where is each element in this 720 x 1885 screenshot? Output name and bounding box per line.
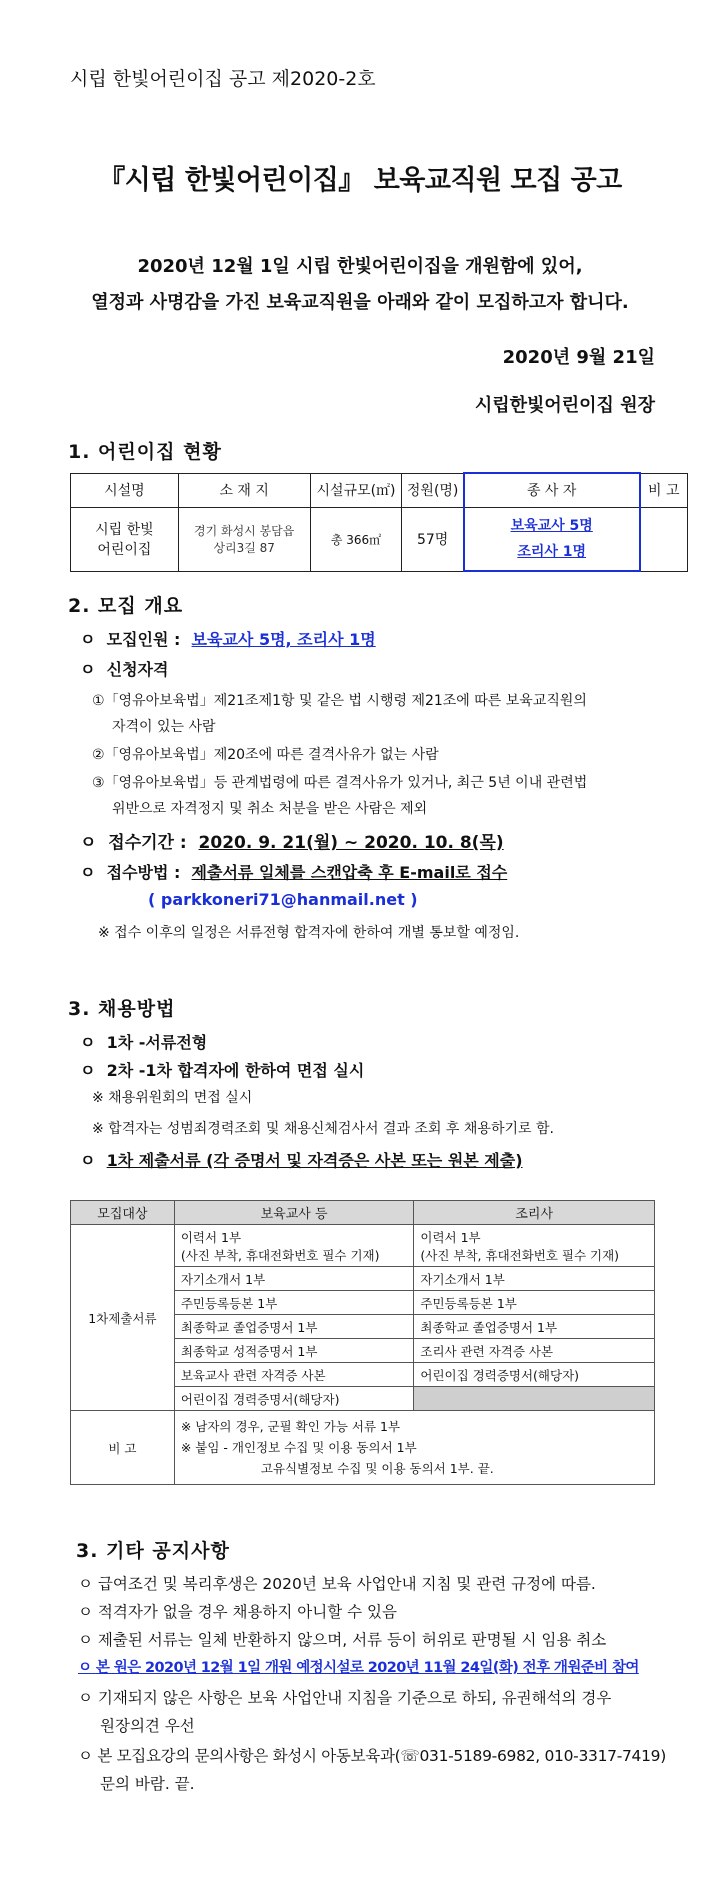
circle-bullet-icon: ㅇ xyxy=(80,863,96,882)
recruit-label: 모집인원 : xyxy=(106,630,181,649)
staff-cook: 조리사 1명 xyxy=(517,543,587,560)
col-capacity: 정원(명) xyxy=(402,473,464,507)
address-2: 상리3길 87 xyxy=(213,541,275,555)
docs-row-label: 1차제출서류 xyxy=(71,1225,175,1411)
circle-bullet-icon: ㅇ xyxy=(80,660,96,679)
teacher-doc-3: 주민등록등본 1부 xyxy=(174,1291,414,1315)
method-row xyxy=(80,860,507,883)
qual-label: 신청자격 xyxy=(106,660,169,679)
qual-2-text: 「영유아보육법」제20조에 따른 결격사유가 없는 사람 xyxy=(104,747,439,763)
section2-heading: 2. 모집 개요 xyxy=(68,595,184,617)
qual-row xyxy=(80,657,168,680)
docs-heading-row xyxy=(80,1148,523,1171)
cook-doc-1-line1: 이력서 1부 xyxy=(420,1229,481,1245)
section4-heading: 3. 기타 공지사항 xyxy=(76,1540,230,1562)
qual-3a xyxy=(92,772,587,792)
circle-bullet-icon: ㅇ xyxy=(80,1061,96,1080)
circle-bullet-icon: ㅇ xyxy=(80,833,97,853)
circle-bullet-icon: ㅇ xyxy=(80,630,96,649)
circle-bullet-icon: ㅇ xyxy=(80,1151,96,1170)
facility-name-1: 시립 한빛 xyxy=(95,522,154,538)
method-value: 제출서류 일체를 스캔압축 후 E-mail로 접수 xyxy=(191,863,508,882)
teacher-doc-2: 자기소개서 1부 xyxy=(174,1267,414,1291)
remark-3: 고유식별정보 수집 및 이용 동의서 1부. 끝. xyxy=(260,1461,494,1476)
cook-doc-2: 자기소개서 1부 xyxy=(414,1267,655,1291)
capacity-cell: 57명 xyxy=(402,507,464,571)
notice-date: 2020년 9월 21일 xyxy=(502,347,655,368)
recruit-value: 보육교사 5명, 조리사 1명 xyxy=(191,630,376,649)
facility-table xyxy=(70,472,688,572)
notice-number: 시립 한빛어린이집 공고 제2020-2호 xyxy=(70,68,376,90)
notice-item-3-text: 제출된 서류는 일체 반환하지 않으며, 서류 등이 허위로 판명될 시 임용 취소 xyxy=(97,1631,607,1649)
area-cell: 총 366㎡ xyxy=(310,507,402,571)
notice-item-6a-text: 본 모집요강의 문의사항은 화성시 아동보육과(☏031-5189-6982, 010-3317-7419) xyxy=(97,1747,666,1765)
step2-text: 2차 -1차 합격자에 한하여 면접 실시 xyxy=(106,1061,365,1080)
teacher-doc-4: 최종학교 졸업증명서 1부 xyxy=(174,1315,414,1339)
col-facility-name: 시설명 xyxy=(71,473,179,507)
notice-item-5b: 원장의견 우선 xyxy=(100,1717,195,1735)
section3-heading: 3. 채용방법 xyxy=(68,998,176,1020)
recruit-row xyxy=(80,627,376,650)
notice-item-5a xyxy=(78,1686,611,1708)
remark-cell xyxy=(174,1411,654,1485)
docs-heading: 1차 제출서류 (각 증명서 및 자격증은 사본 또는 원본 제출) xyxy=(106,1151,523,1170)
teacher-doc-1-line2: (사진 부착, 휴대전화번호 필수 기재) xyxy=(180,1247,380,1263)
notice-item-2-text: 적격자가 없을 경우 채용하지 아니할 수 있음 xyxy=(97,1603,397,1621)
staff-teacher: 보육교사 5명 xyxy=(510,517,593,534)
circled-3-icon: ③ xyxy=(92,775,105,791)
teacher-doc-7: 어린이집 경력증명서(해당자) xyxy=(174,1387,414,1411)
teacher-doc-6: 보육교사 관련 자격증 사본 xyxy=(174,1363,414,1387)
staff-cell xyxy=(464,507,640,571)
period-value: 2020. 9. 21(월) ~ 2020. 10. 8(목) xyxy=(198,833,504,853)
notice-item-6a xyxy=(78,1744,666,1766)
cook-doc-5: 조리사 관련 자격증 사본 xyxy=(414,1339,655,1363)
col-cook: 조리사 xyxy=(414,1201,655,1225)
facility-name-cell xyxy=(71,507,179,571)
step2-row xyxy=(80,1058,364,1081)
circle-bullet-icon: ㅇ xyxy=(78,1631,93,1649)
documents-table xyxy=(70,1200,655,1485)
qual-1b: 자격이 있는 사람 xyxy=(112,719,216,735)
circle-bullet-icon: ㅇ xyxy=(78,1575,93,1593)
col-target: 모집대상 xyxy=(71,1201,175,1225)
notice-item-1 xyxy=(78,1572,596,1594)
cook-doc-3: 주민등록등본 1부 xyxy=(414,1291,655,1315)
qual-3b: 위반으로 자격정지 및 취소 처분을 받은 사람은 제외 xyxy=(112,801,428,817)
col-note: 비 고 xyxy=(640,473,688,507)
section1-heading: 1. 어린이집 현황 xyxy=(68,441,222,463)
notice-item-6b: 문의 바람. 끝. xyxy=(100,1775,195,1793)
teacher-doc-5: 최종학교 성적증명서 1부 xyxy=(174,1339,414,1363)
step1-row xyxy=(80,1030,207,1053)
cook-doc-4: 최종학교 졸업증명서 1부 xyxy=(414,1315,655,1339)
cook-doc-empty xyxy=(414,1387,655,1411)
notice-item-4-text: 본 원은 2020년 12월 1일 개원 예정시설로 2020년 11월 24일(화) 전후 개원준비 참여 xyxy=(95,1660,639,1676)
qual-2 xyxy=(92,744,439,764)
page-title: 『시립 한빛어린이집』 보육교직원 모집 공고 xyxy=(98,165,622,196)
cook-doc-6: 어린이집 경력증명서(해당자) xyxy=(414,1363,655,1387)
note-cell xyxy=(640,507,688,571)
circle-bullet-icon: ㅇ xyxy=(78,1747,93,1765)
notice-item-2 xyxy=(78,1600,397,1622)
facility-name-2: 어린이집 xyxy=(97,542,152,558)
cook-doc-1 xyxy=(414,1225,655,1267)
method-note: ※ 접수 이후의 일정은 서류전형 합격자에 한하여 개별 통보할 예정임. xyxy=(98,925,520,941)
period-row xyxy=(80,828,504,853)
notice-item-1-text: 급여조건 및 복리후생은 2020년 보육 사업안내 지침 및 관련 규정에 따름. xyxy=(97,1575,596,1593)
notice-item-5a-text: 기재되지 않은 사항은 보육 사업안내 지침을 기준으로 하되, 유권해석의 경우 xyxy=(97,1689,612,1707)
signer: 시립한빛어린이집 원장 xyxy=(474,395,655,416)
address-1: 경기 화성시 봉담읍 xyxy=(194,524,295,538)
step1-text: 1차 -서류전형 xyxy=(106,1033,208,1052)
notice-item-4 xyxy=(78,1656,639,1677)
qual-3a-text: 「영유아보육법」등 관계법령에 따른 결격사유가 있거나, 최근 5년 이내 관련법 xyxy=(104,775,588,791)
method-note-1: ※ 채용위원회의 면접 실시 xyxy=(92,1090,253,1106)
remark-1: ※ 남자의 경우, 군필 확인 가능 서류 1부 xyxy=(180,1419,401,1434)
circle-bullet-icon: ㅇ xyxy=(78,1689,93,1707)
col-teacher: 보육교사 등 xyxy=(174,1201,414,1225)
qual-1a xyxy=(92,690,587,710)
col-staff: 종 사 자 xyxy=(464,473,640,507)
email-address[interactable]: ( parkkoneri71@hanmail.net ) xyxy=(148,890,418,909)
col-location: 소 재 지 xyxy=(178,473,310,507)
address-cell xyxy=(178,507,310,571)
col-area: 시설규모(㎡) xyxy=(310,473,402,507)
method-label: 접수방법 : xyxy=(106,863,181,882)
teacher-doc-1 xyxy=(174,1225,414,1267)
method-note-2: ※ 합격자는 성범죄경력조회 및 채용신체검사서 결과 조회 후 채용하기로 함. xyxy=(92,1121,554,1137)
notice-item-3 xyxy=(78,1628,606,1650)
period-label: 접수기간 : xyxy=(108,833,187,853)
remark-label: 비 고 xyxy=(71,1411,175,1485)
cook-doc-1-line2: (사진 부착, 휴대전화번호 필수 기재) xyxy=(420,1247,620,1263)
circle-bullet-icon: ㅇ xyxy=(78,1603,93,1621)
intro-line-2: 열정과 사명감을 가진 보육교직원을 아래와 같이 모집하고자 합니다. xyxy=(91,292,629,313)
circle-bullet-icon: ㅇ xyxy=(78,1660,92,1676)
circle-bullet-icon: ㅇ xyxy=(80,1033,96,1052)
circled-1-icon: ① xyxy=(92,693,105,709)
qual-1a-text: 「영유아보육법」제21조제1항 및 같은 법 시행령 제21조에 따른 보육교직원의 xyxy=(104,693,587,709)
circled-2-icon: ② xyxy=(92,747,105,763)
remark-2: ※ 붙임 - 개인정보 수집 및 이용 동의서 1부 xyxy=(180,1440,417,1455)
teacher-doc-1-line1: 이력서 1부 xyxy=(180,1229,242,1245)
intro-line-1: 2020년 12월 1일 시립 한빛어린이집을 개원함에 있어, xyxy=(137,256,583,277)
